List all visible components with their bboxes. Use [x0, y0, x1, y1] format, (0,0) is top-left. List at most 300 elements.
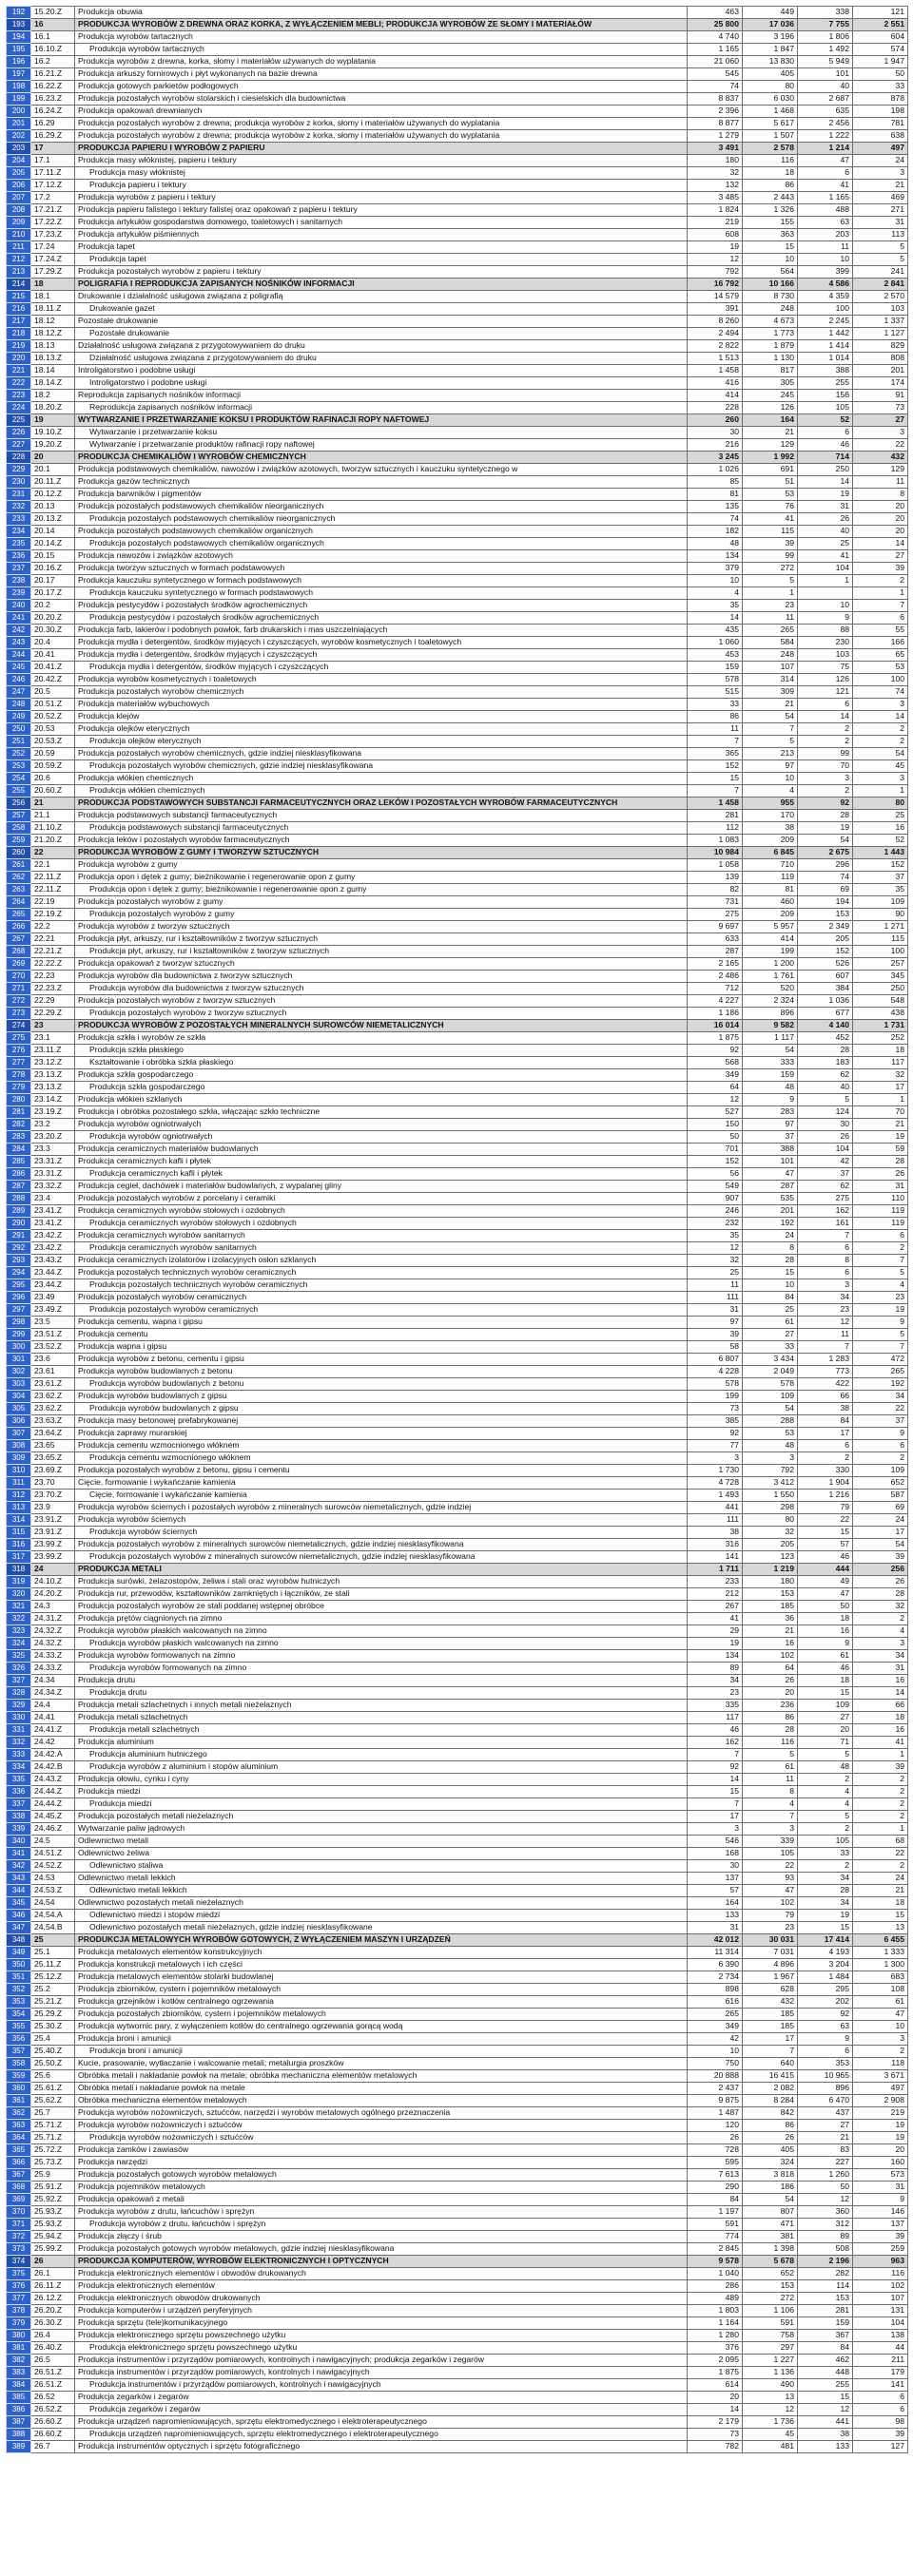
value-col-2: 1 106: [743, 2305, 798, 2317]
value-col-4: 27: [853, 414, 908, 427]
value-col-1: 10: [688, 2046, 743, 2058]
value-col-3: 1 806: [798, 31, 853, 44]
activity-name: Produkcja zamków i zawiasów: [78, 2144, 189, 2155]
row-number: 344: [7, 1885, 31, 1897]
value-col-1: 89: [688, 1663, 743, 1675]
activity-name-cell: [75, 748, 688, 760]
value-col-2: 164: [743, 414, 798, 427]
value-col-1: 2 494: [688, 328, 743, 340]
table-row: [7, 2416, 908, 2429]
row-number: 334: [7, 1761, 31, 1774]
table-row: [7, 390, 908, 402]
activity-name: Działalność usługowa związana z przygotowywaniem do druku: [78, 340, 305, 351]
value-col-1: 4 728: [688, 1477, 743, 1490]
value-col-2: 691: [743, 464, 798, 476]
value-col-1: 31: [688, 1922, 743, 1934]
activity-name: Produkcja papieru i tektury: [89, 180, 186, 190]
value-col-4: 33: [853, 81, 908, 93]
value-col-2: 129: [743, 439, 798, 452]
pkd-code: 18.13: [31, 340, 75, 353]
value-col-3: 22: [798, 1514, 853, 1527]
value-col-1: 112: [688, 822, 743, 835]
pkd-code: 22.23.Z: [31, 983, 75, 995]
value-col-3: 607: [798, 971, 853, 983]
activity-name-cell: [75, 736, 688, 748]
value-col-1: 15: [688, 773, 743, 785]
table-row: [7, 1255, 908, 1267]
value-col-1: 614: [688, 2379, 743, 2392]
value-col-2: 116: [743, 155, 798, 167]
row-number: 354: [7, 2009, 31, 2021]
row-number: 240: [7, 600, 31, 612]
activity-name: Produkcja olejków eterycznych: [89, 736, 202, 746]
row-number: 349: [7, 1947, 31, 1959]
value-col-2: 8: [743, 1242, 798, 1255]
value-col-1: 7 613: [688, 2169, 743, 2182]
value-col-4: 32: [853, 1601, 908, 1613]
value-col-4: 198: [853, 106, 908, 118]
activity-name: Produkcja elektronicznych elementów i obwodów drukowanych: [78, 2268, 306, 2278]
value-col-3: 88: [798, 625, 853, 637]
value-col-2: 640: [743, 2058, 798, 2070]
value-col-1: 219: [688, 217, 743, 229]
activity-name: Produkcja komputerów i urządzeń peryferyjnych: [78, 2305, 252, 2316]
pkd-code: 19: [31, 414, 75, 427]
pkd-code: 20.13: [31, 501, 75, 513]
value-col-3: 101: [798, 68, 853, 81]
value-col-2: 3: [743, 1452, 798, 1465]
value-col-1: 97: [688, 1317, 743, 1329]
value-col-1: 139: [688, 872, 743, 884]
value-col-3: 28: [798, 1885, 853, 1897]
activity-name-cell: [75, 1588, 688, 1601]
pkd-code: 23.91.Z: [31, 1527, 75, 1539]
value-col-4: 90: [853, 909, 908, 921]
pkd-code: 24.42: [31, 1737, 75, 1749]
value-col-3: 6: [798, 1440, 853, 1452]
value-col-1: 38: [688, 1527, 743, 1539]
activity-name-cell: [75, 1242, 688, 1255]
value-col-2: 955: [743, 798, 798, 810]
row-number: 268: [7, 946, 31, 958]
value-col-4: 574: [853, 44, 908, 56]
activity-name: Produkcja wyrobów z tworzyw sztucznych: [78, 921, 230, 932]
activity-name-cell: [75, 921, 688, 933]
value-col-2: 97: [743, 1119, 798, 1131]
value-col-3: 4 359: [798, 291, 853, 303]
value-col-4: 110: [853, 1193, 908, 1205]
value-col-4: 118: [853, 2058, 908, 2070]
pkd-code: 18.14.Z: [31, 377, 75, 390]
value-col-2: 817: [743, 365, 798, 377]
activity-name: Produkcja metali szlachetnych: [89, 1724, 200, 1735]
table-row: [7, 1934, 908, 1947]
value-col-3: 114: [798, 2280, 853, 2293]
activity-name-cell: [75, 414, 688, 427]
value-col-2: 102: [743, 1897, 798, 1910]
activity-name: Produkcja mydła i detergentów, środków myjących i czyszczących: [89, 662, 329, 672]
value-col-4: 469: [853, 192, 908, 204]
activity-name: Produkcja wyrobów ogniotrwałych: [89, 1131, 213, 1142]
value-col-1: 111: [688, 1292, 743, 1304]
pkd-code: 23.14.Z: [31, 1094, 75, 1106]
activity-name: Produkcja pojemników metalowych: [78, 2182, 205, 2192]
table-row: [7, 1106, 908, 1119]
row-number: 345: [7, 1897, 31, 1910]
value-col-4: 7: [853, 600, 908, 612]
activity-name-cell: [75, 2330, 688, 2342]
value-col-3: 23: [798, 1304, 853, 1317]
activity-name-cell: [75, 2429, 688, 2441]
activity-name-cell: [75, 2342, 688, 2355]
value-col-3: 2: [798, 1774, 853, 1786]
pkd-code: 20.52.Z: [31, 711, 75, 723]
value-col-4: 31: [853, 217, 908, 229]
value-col-2: 272: [743, 2293, 798, 2305]
row-number: 306: [7, 1415, 31, 1428]
pkd-code: 24.41: [31, 1712, 75, 1724]
activity-name-cell: [75, 513, 688, 526]
activity-name: PRODUKCJA WYROBÓW Z GUMY I TWORZYW SZTUCZNYCH: [78, 847, 320, 857]
activity-name-cell: [75, 2367, 688, 2379]
row-number: 252: [7, 748, 31, 760]
value-col-1: 111: [688, 1514, 743, 1527]
activity-name: Produkcja urządzeń napromieniowujących, sprzętu elektromedycznego i elektroterapeutycznego: [78, 2416, 427, 2427]
value-col-3: 250: [798, 464, 853, 476]
table-row: [7, 1292, 908, 1304]
activity-name: Produkcja wyrobów nożowniczych i sztućców: [78, 2120, 243, 2130]
pkd-code: 20.17.Z: [31, 587, 75, 600]
value-col-2: 30 031: [743, 1934, 798, 1947]
pkd-code: 24.20.Z: [31, 1588, 75, 1601]
activity-name-cell: [75, 884, 688, 896]
value-col-3: 62: [798, 1069, 853, 1082]
value-col-2: 1: [743, 587, 798, 600]
value-col-3: 46: [798, 1663, 853, 1675]
activity-name: Produkcja opon i dętek z gumy; bieżnikowanie i regenerowanie opon z gumy: [78, 872, 356, 882]
activity-name-cell: [75, 452, 688, 464]
value-col-3: 2 675: [798, 847, 853, 859]
value-col-2: 7: [743, 1811, 798, 1823]
value-col-2: 3 412: [743, 1477, 798, 1490]
value-col-1: 260: [688, 414, 743, 427]
activity-name-cell: [75, 1984, 688, 1996]
activity-name-cell: [75, 1156, 688, 1168]
value-col-1: 14 579: [688, 291, 743, 303]
activity-name: PRODUKCJA CHEMIKALIÓW I WYROBÓW CHEMICZNYCH: [78, 452, 306, 462]
row-number: 199: [7, 93, 31, 106]
activity-name-cell: [75, 241, 688, 254]
value-col-2: 107: [743, 662, 798, 674]
table-row: [7, 847, 908, 859]
row-number: 281: [7, 1106, 31, 1119]
activity-name-cell: [75, 2243, 688, 2256]
value-col-3: 5: [798, 1811, 853, 1823]
pkd-code: 25.93.Z: [31, 2219, 75, 2231]
value-col-3: 156: [798, 390, 853, 402]
table-row: [7, 1057, 908, 1069]
value-col-1: 3 245: [688, 452, 743, 464]
pkd-code: 22.23: [31, 971, 75, 983]
value-col-2: 2 578: [743, 143, 798, 155]
pkd-code: 24.33.Z: [31, 1650, 75, 1663]
value-col-3: 295: [798, 1984, 853, 1996]
value-col-4: 4: [853, 1625, 908, 1638]
activity-name-cell: [75, 291, 688, 303]
row-number: 298: [7, 1317, 31, 1329]
value-col-4: 68: [853, 1836, 908, 1848]
value-col-3: 296: [798, 859, 853, 872]
value-col-1: 453: [688, 649, 743, 662]
value-col-3: 83: [798, 2144, 853, 2157]
value-col-4: 54: [853, 748, 908, 760]
row-number: 301: [7, 1354, 31, 1366]
row-number: 285: [7, 1156, 31, 1168]
value-col-4: 37: [853, 1415, 908, 1428]
value-col-2: 7: [743, 2046, 798, 2058]
row-number: 232: [7, 501, 31, 513]
value-col-4: 119: [853, 1218, 908, 1230]
activity-name-cell: [75, 2182, 688, 2194]
value-col-1: 152: [688, 760, 743, 773]
table-row: [7, 723, 908, 736]
value-col-4: 31: [853, 2182, 908, 2194]
value-col-1: 1 165: [688, 44, 743, 56]
table-row: [7, 1749, 908, 1761]
value-col-3: 63: [798, 217, 853, 229]
activity-name-cell: [75, 1008, 688, 1020]
value-col-1: 2 822: [688, 340, 743, 353]
value-col-1: 41: [688, 1613, 743, 1625]
pkd-code: 23.42.Z: [31, 1242, 75, 1255]
pkd-code: 24.32.Z: [31, 1625, 75, 1638]
value-col-2: 6 845: [743, 847, 798, 859]
value-col-1: 23: [688, 1687, 743, 1700]
value-col-1: 11 314: [688, 1947, 743, 1959]
pkd-code: 26.52: [31, 2392, 75, 2404]
value-col-3: 714: [798, 452, 853, 464]
activity-name: Produkcja pozostałych wyrobów z tworzyw sztucznych: [78, 995, 276, 1006]
activity-name-cell: [75, 81, 688, 93]
value-col-3: 103: [798, 649, 853, 662]
activity-name-cell: [75, 1675, 688, 1687]
table-row: [7, 1761, 908, 1774]
value-col-1: 7: [688, 736, 743, 748]
value-col-2: 339: [743, 1836, 798, 1848]
value-col-1: 159: [688, 662, 743, 674]
activity-name-cell: [75, 1131, 688, 1144]
pkd-code: 23.61: [31, 1366, 75, 1378]
value-col-1: 92: [688, 1428, 743, 1440]
table-row: [7, 1650, 908, 1663]
activity-name-cell: [75, 822, 688, 835]
value-col-2: 54: [743, 1403, 798, 1415]
value-col-4: 107: [853, 2293, 908, 2305]
activity-name-cell: [75, 983, 688, 995]
table-row: [7, 464, 908, 476]
activity-name-cell: [75, 1144, 688, 1156]
row-number: 346: [7, 1910, 31, 1922]
value-col-3: 69: [798, 884, 853, 896]
table-row: [7, 254, 908, 266]
row-number: 359: [7, 2070, 31, 2083]
activity-name: Produkcja rur, przewodów, kształtowników zamkniętych i łączników, ze stali: [78, 1588, 350, 1599]
pkd-code: 25.62.Z: [31, 2095, 75, 2107]
value-col-2: 205: [743, 1539, 798, 1551]
activity-name-cell: [75, 859, 688, 872]
value-col-3: 194: [798, 896, 853, 909]
row-number: 367: [7, 2169, 31, 2182]
value-col-3: 5: [798, 1094, 853, 1106]
value-col-1: 86: [688, 711, 743, 723]
value-col-2: 298: [743, 1502, 798, 1514]
value-col-3: 15: [798, 1527, 853, 1539]
value-col-3: 227: [798, 2157, 853, 2169]
row-number: 374: [7, 2256, 31, 2268]
value-col-4: 781: [853, 118, 908, 130]
pkd-code: 20.41: [31, 649, 75, 662]
activity-name: Produkcja pozostałych technicznych wyrobów ceramicznych: [89, 1279, 308, 1290]
activity-name: Produkcja pozostałych podstawowych chemikaliów nieorganicznych: [78, 501, 324, 511]
activity-name: Produkcja wyrobów budowlanych z gipsu: [78, 1391, 227, 1401]
activity-name: Produkcja wytwornic pary, z wyłączeniem kotłów do centralnego ogrzewania gorącą wodą: [78, 2021, 403, 2031]
activity-name-cell: [75, 1020, 688, 1032]
activity-name-cell: [75, 353, 688, 365]
value-col-3: 360: [798, 2206, 853, 2219]
value-col-1: 8 877: [688, 118, 743, 130]
value-col-4: 127: [853, 2441, 908, 2453]
value-col-2: 628: [743, 1984, 798, 1996]
value-col-4: 20: [853, 2144, 908, 2157]
value-col-3: 109: [798, 1700, 853, 1712]
activity-name-cell: [75, 637, 688, 649]
value-col-4: 37: [853, 872, 908, 884]
activity-name-cell: [75, 575, 688, 587]
pkd-code: 24.53: [31, 1873, 75, 1885]
value-col-1: 712: [688, 983, 743, 995]
activity-name-cell: [75, 1737, 688, 1749]
table-row: [7, 1452, 908, 1465]
table-row: [7, 2046, 908, 2058]
table-row: [7, 2330, 908, 2342]
value-col-2: 792: [743, 1465, 798, 1477]
pkd-code: 25.61.Z: [31, 2083, 75, 2095]
value-col-1: 1 730: [688, 1465, 743, 1477]
value-col-2: 119: [743, 872, 798, 884]
value-col-1: 31: [688, 1304, 743, 1317]
value-col-3: 74: [798, 872, 853, 884]
activity-name: Produkcja elektronicznego sprzętu powszechnego użytku: [78, 2330, 286, 2340]
activity-name: Produkcja elektronicznego sprzętu powszechnego użytku: [89, 2342, 298, 2353]
value-col-2: 4: [743, 785, 798, 798]
value-col-4: 9: [853, 1428, 908, 1440]
activity-name-cell: [75, 612, 688, 625]
activity-name: Produkcja pozostałych wyrobów ze stali poddanej wstępnej obróbce: [78, 1601, 324, 1611]
pkd-code: 21.10.Z: [31, 822, 75, 835]
table-row: [7, 1502, 908, 1514]
value-col-2: 185: [743, 1601, 798, 1613]
activity-name: Produkcja konstrukcji metalowych i ich części: [78, 1959, 243, 1970]
row-number: 327: [7, 1675, 31, 1687]
table-row: [7, 365, 908, 377]
activity-name-cell: [75, 2009, 688, 2021]
pkd-code: 20.13.Z: [31, 513, 75, 526]
activity-name-cell: [75, 2083, 688, 2095]
table-row: [7, 612, 908, 625]
table-row: [7, 1564, 908, 1576]
value-col-3: 126: [798, 674, 853, 686]
value-col-3: 12: [798, 2404, 853, 2416]
pkd-code: 24.42.A: [31, 1749, 75, 1761]
value-col-2: 10 166: [743, 279, 798, 291]
value-col-2: 460: [743, 896, 798, 909]
value-col-3: 124: [798, 1106, 853, 1119]
table-row: [7, 1922, 908, 1934]
activity-name-cell: [75, 1910, 688, 1922]
value-col-1: 441: [688, 1502, 743, 1514]
value-col-1: 1 493: [688, 1490, 743, 1502]
table-row: [7, 1069, 908, 1082]
value-col-2: 45: [743, 2429, 798, 2441]
value-col-2: 10: [743, 254, 798, 266]
activity-name-cell: [75, 625, 688, 637]
value-col-1: 616: [688, 1996, 743, 2009]
value-col-2: 449: [743, 7, 798, 19]
value-col-4: 80: [853, 798, 908, 810]
value-col-2: 248: [743, 649, 798, 662]
activity-name-cell: [75, 2219, 688, 2231]
value-col-3: 6: [798, 699, 853, 711]
pkd-code: 24.3: [31, 1601, 75, 1613]
value-col-3: 1 414: [798, 340, 853, 353]
activity-name-cell: [75, 106, 688, 118]
pkd-code: 23.41.Z: [31, 1218, 75, 1230]
activity-name: Produkcja cementu wzmocnionego włóknem: [78, 1440, 240, 1451]
value-col-2: 9: [743, 1094, 798, 1106]
activity-name-cell: [75, 674, 688, 686]
value-col-2: 199: [743, 946, 798, 958]
value-col-2: 213: [743, 748, 798, 760]
activity-name: Obróbka mechaniczna elementów metalowych: [78, 2095, 247, 2105]
activity-name-cell: [75, 1576, 688, 1588]
value-col-2: 109: [743, 1391, 798, 1403]
activity-name: Produkcja instrumentów optycznych i sprzętu fotograficznego: [78, 2441, 301, 2451]
pkd-code: 20.17: [31, 575, 75, 587]
row-number: 246: [7, 674, 31, 686]
activity-name: Produkcja płyt, arkuszy, rur i kształtowników z tworzyw sztucznych: [78, 933, 318, 944]
table-row: [7, 501, 908, 513]
table-row: [7, 1613, 908, 1625]
table-row: [7, 402, 908, 414]
value-col-1: 3 491: [688, 143, 743, 155]
activity-name-cell: [75, 1947, 688, 1959]
value-col-4: 35: [853, 884, 908, 896]
value-col-4: 14: [853, 538, 908, 550]
table-row: [7, 1415, 908, 1428]
table-row: [7, 1996, 908, 2009]
pkd-code: 19.20.Z: [31, 439, 75, 452]
activity-name-cell: [75, 760, 688, 773]
value-col-2: 405: [743, 68, 798, 81]
value-col-4: 4: [853, 1279, 908, 1292]
value-col-4: 179: [853, 2367, 908, 2379]
activity-name-cell: [75, 204, 688, 217]
value-col-3: 121: [798, 686, 853, 699]
activity-name: Produkcja elektronicznych elementów: [78, 2280, 215, 2291]
pkd-code: 25.71.Z: [31, 2120, 75, 2132]
value-col-2: 80: [743, 1514, 798, 1527]
activity-name: Produkcja papieru falistego i tektury falistej oraz opakowań z papieru i tektury: [78, 204, 358, 215]
